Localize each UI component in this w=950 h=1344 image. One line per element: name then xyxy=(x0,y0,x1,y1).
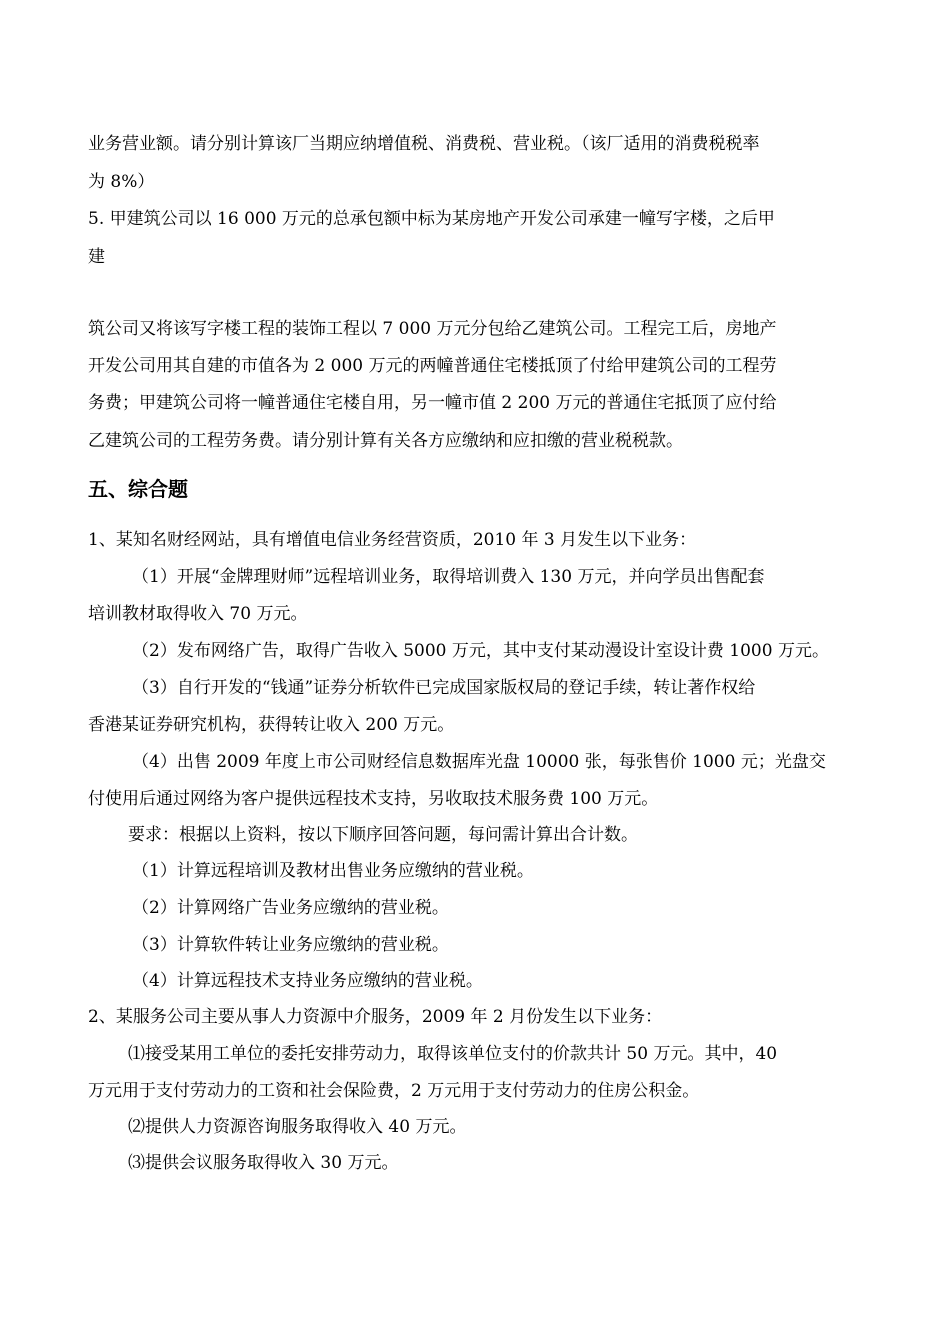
question-1-item: （1）开展“金牌理财师”远程培训业务，取得培训费入 130 万元，并向学员出售配套 xyxy=(132,567,765,587)
question-1-subquestion: （2）计算网络广告业务应缴纳的营业税。 xyxy=(132,898,449,918)
question-2-intro: 2、某服务公司主要从事人力资源中介服务，2009 年 2 月份发生以下业务： xyxy=(88,1007,663,1027)
question-1-requirement: 要求：根据以上资料，按以下顺序回答问题，每问需计算出合计数。 xyxy=(128,825,638,845)
question-1-subquestion: （4）计算远程技术支持业务应缴纳的营业税。 xyxy=(132,971,483,991)
question-2-item: ⑵提供人力资源咨询服务取得收入 40 万元。 xyxy=(128,1117,467,1137)
question-1-item: 培训教材取得收入 70 万元。 xyxy=(88,604,308,624)
question-2-item: ⑴接受某用工单位的委托安排劳动力，取得该单位支付的价款共计 50 万元。其中，40 xyxy=(128,1044,778,1064)
question-2-item: ⑶提供会议服务取得收入 30 万元。 xyxy=(128,1153,399,1173)
question-1-item: 香港某证券研究机构，获得转让收入 200 万元。 xyxy=(88,715,455,735)
text-line: 务费；甲建筑公司将一幢普通住宅楼自用，另一幢市值 2 200 万元的普通住宅抵顶了应付给 xyxy=(88,393,777,413)
question-1-item: （4）出售 2009 年度上市公司财经信息数据库光盘 10000 张，每张售价 1000 元；光盘交 xyxy=(132,752,826,772)
text-line: 开发公司用其自建的市值各为 2 000 万元的两幢普通住宅楼抵顶了付给甲建筑公司的工程劳 xyxy=(88,356,777,376)
question-1-item: 付使用后通过网络为客户提供远程技术支持，另收取技术服务费 100 万元。 xyxy=(88,789,659,809)
text-line: 乙建筑公司的工程劳务费。请分别计算有关各方应缴纳和应扣缴的营业税税款。 xyxy=(88,431,683,451)
text-line: 筑公司又将该写字楼工程的装饰工程以 7 000 万元分包给乙建筑公司。工程完工后，房地产 xyxy=(88,319,777,339)
text-line: 为 8%） xyxy=(88,172,155,192)
text-line: 建 xyxy=(88,247,105,267)
section-heading: 五、综合题 xyxy=(88,477,188,501)
question-1-item: （3）自行开发的“钱通”证券分析软件已完成国家版权局的登记手续，转让著作权给 xyxy=(132,678,756,698)
question-5-line: 5. 甲建筑公司以 16 000 万元的总承包额中标为某房地产开发公司承建一幢写字楼，之后甲 xyxy=(88,209,775,229)
question-2-item: 万元用于支付劳动力的工资和社会保险费，2 万元用于支付劳动力的住房公积金。 xyxy=(88,1081,700,1101)
question-1-subquestion: （1）计算远程培训及教材出售业务应缴纳的营业税。 xyxy=(132,861,534,881)
text-line: 业务营业额。请分别计算该厂当期应纳增值税、消费税、营业税。（该厂适用的消费税税率 xyxy=(88,134,760,154)
question-1-subquestion: （3）计算软件转让业务应缴纳的营业税。 xyxy=(132,935,449,955)
question-1-item: （2）发布网络广告，取得广告收入 5000 万元，其中支付某动漫设计室设计费 1000 万元。 xyxy=(132,641,829,661)
question-1-intro: 1、某知名财经网站，具有增值电信业务经营资质，2010 年 3 月发生以下业务： xyxy=(88,530,697,550)
